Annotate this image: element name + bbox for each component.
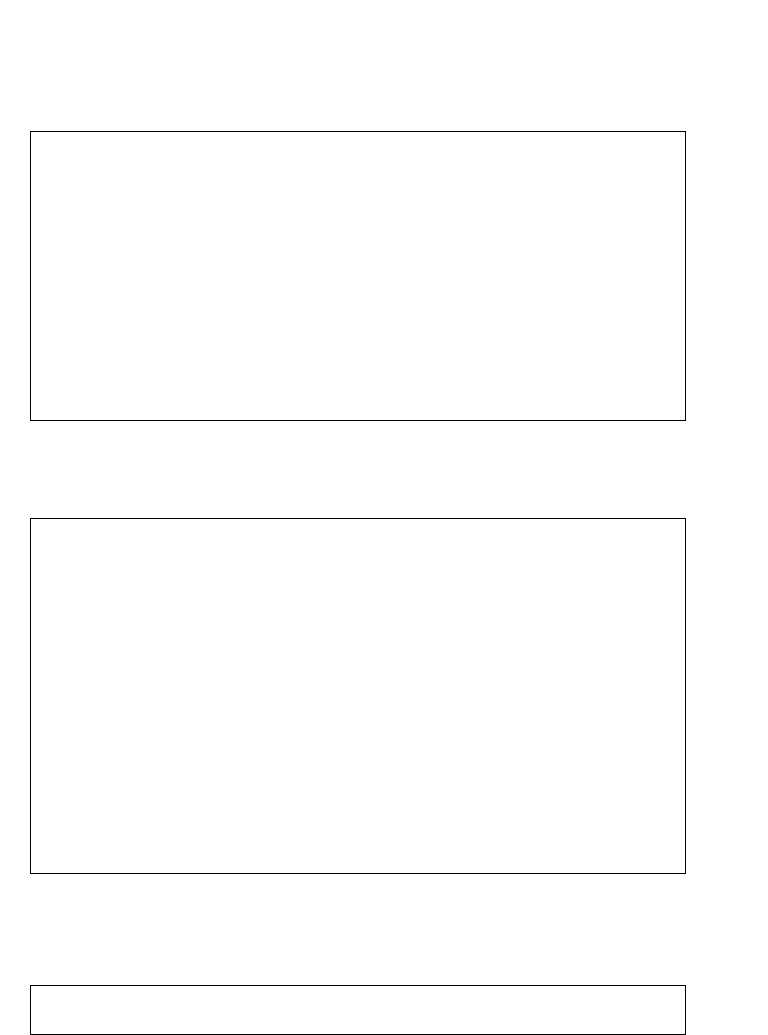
- semester-table-page-2: [30, 518, 686, 874]
- semester-table-page-3: [30, 985, 686, 1035]
- semester-table-page-1: [30, 131, 686, 421]
